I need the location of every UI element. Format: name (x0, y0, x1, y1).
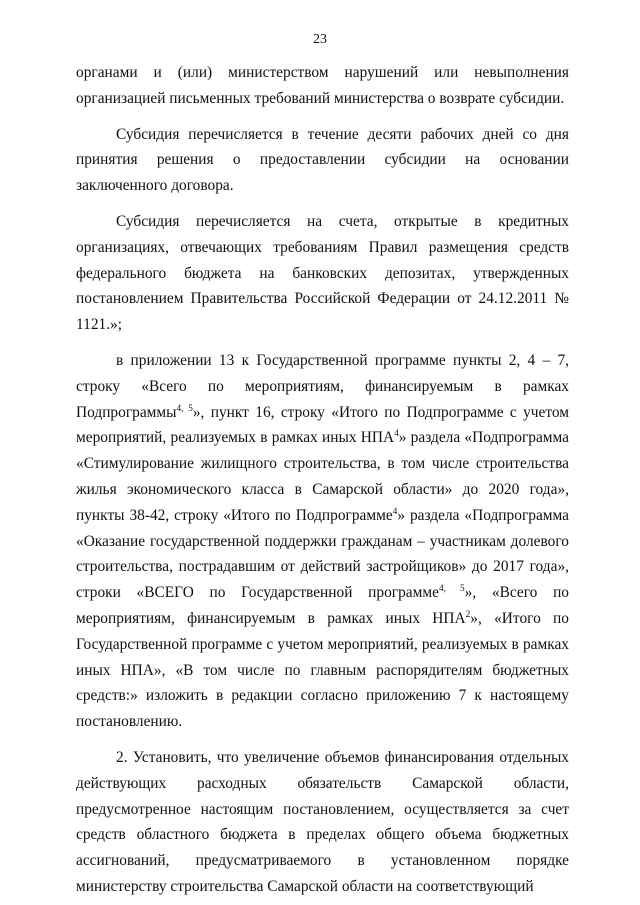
text-run: », «Всего по мероприятиям, финансируемым в рамках иных НПА (76, 584, 569, 627)
text-run: », «Итого по Государственной программе с учетом мероприятий, реализуемых в рамках иных НПА», «В том числе по главным распорядителям бюджетных средств:» изложить в редакции согласно приложению 7 к настоящему постановлению. (76, 609, 569, 731)
text-run: органами и (или) министерством нарушений или невыполнения организацией письменных требований министерства о возврате субсидии. (76, 64, 569, 107)
paragraph-subsidy-timing (76, 122, 569, 199)
paragraph-item-2 (76, 745, 569, 900)
footnote-mark: 4 (392, 505, 398, 516)
text-run: Субсидия перечисляется на счета, открытые в кредитных организациях, отвечающих требованиям Правил размещения средств федерального бюджета на банковских депозитах, утвержденных постановлением Правительства Российской Федерации от 24.12.2011 № 1121.»; (76, 212, 569, 334)
footnote-mark: 4, 5 (438, 583, 465, 594)
text-run: 2. Установить, что увеличение объемов финансирования отдельных действующих расходных обязательств Самарской области, предусмотренное настоящим постановлением, осуществляется за счет средств областного бюджета в пределах общего объема бюджетных ассигнований, предусматриваемого в установленном порядке министерству строительства Самарской области на соответствующий (76, 748, 569, 895)
paragraph-subsidy-accounts (76, 209, 569, 338)
footnote-mark: 4, 5 (176, 402, 193, 413)
page-number: 23 (313, 32, 327, 47)
paragraph-continuation (76, 60, 569, 112)
footnote-mark: 2 (465, 608, 471, 619)
text-run: » раздела «Подпрограмма «Оказание государственной поддержки гражданам – участникам долевого строительства, пострадавшим от действий застройщиков» до 2017 года», строки «ВСЕГО по Государственной программе (76, 506, 569, 602)
text-run: в приложении 13 к Государственной программе пункты 2, 4 – 7, строку «Всего по мероприятиям, финансируемым в рамках Подпрограммы (76, 351, 569, 421)
paragraph-appendix-13 (76, 348, 569, 735)
document-body (76, 60, 569, 900)
text-run: » раздела «Подпрограмма «Стимулирование жилищного строительства, в том числе строительства жилья экономического класса в Самарской области» до 2020 года», пункты 38-42, строку «Итого по Подпрограмме (76, 429, 569, 524)
footnote-mark: 4 (394, 428, 399, 439)
text-run: », пункт 16, строку «Итого по Подпрограмме с учетом мероприятий, реализуемых в рамках иных НПА (76, 403, 569, 447)
text-run: Субсидия перечисляется в течение десяти рабочих дней со дня принятия решения о предоставлении субсидии на основании заключенного договора. (76, 125, 569, 195)
